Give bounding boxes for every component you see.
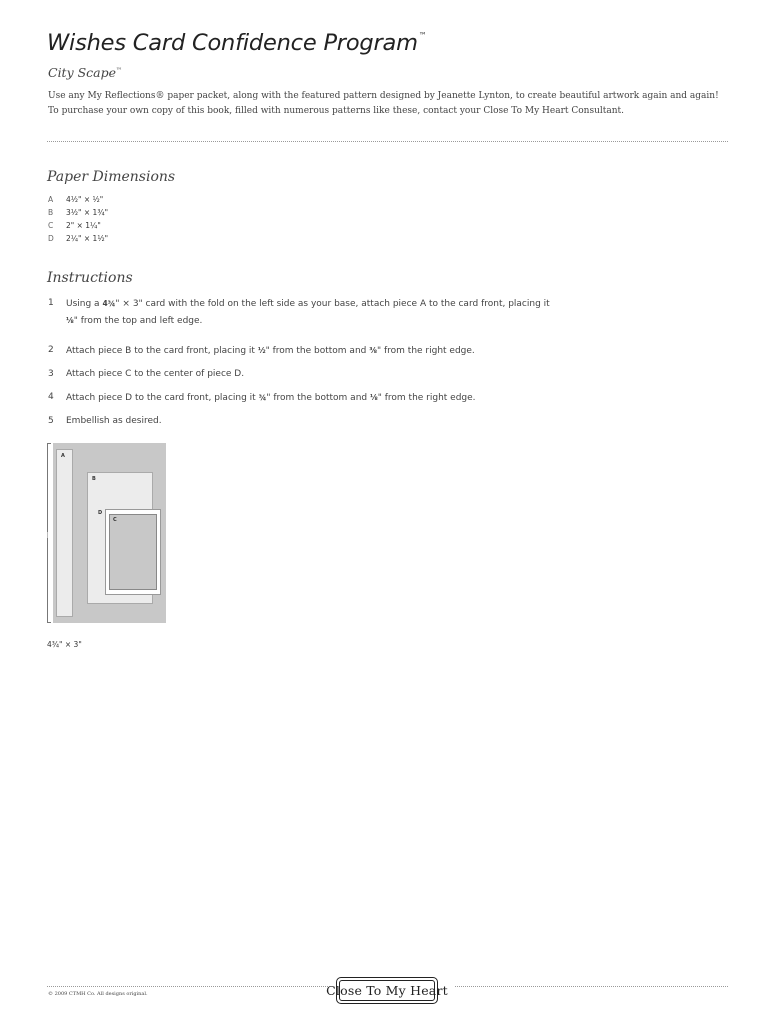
pattern-trademark-mark: ™	[116, 67, 123, 74]
intro-text	[48, 89, 719, 119]
card-height-bracket	[47, 443, 51, 623]
instruction-step	[48, 390, 556, 414]
piece-b-label: B	[92, 476, 96, 482]
copyright-notice: © 2009 CTMH Co. All designs original.	[48, 991, 148, 997]
step-text-run: " × 3" card with the fold on the left side as your base, attach piece A to the card front, placing it	[115, 299, 550, 309]
step-number: 3	[48, 369, 54, 379]
step-text-run: Attach piece B to the card front, placing it	[66, 346, 258, 356]
page-title	[47, 30, 427, 56]
card-front	[53, 443, 166, 623]
dimension-value: 2" × 1¼"	[66, 221, 101, 230]
step-text-run: " from the bottom and	[266, 393, 370, 403]
instruction-step	[48, 367, 556, 390]
page-title-text: Wishes Card Confidence Program	[47, 30, 418, 56]
dimension-row	[48, 206, 108, 219]
intro-line: Use any My Reflections® paper packet, along with the featured pattern designed by Jeanette Lynton, to create beautiful artwork again and again!	[48, 91, 719, 101]
piece-a-label: A	[61, 453, 65, 459]
bracket-tick	[47, 532, 51, 538]
instruction-step	[48, 414, 556, 434]
step-text	[66, 367, 556, 383]
piece-d	[98, 509, 161, 595]
dimension-value: 3½" × 1¾"	[66, 208, 109, 217]
dimension-letter: A	[48, 195, 54, 204]
step-text-run: Attach piece D to the card front, placing it	[66, 393, 259, 403]
paper-dimensions-heading: Paper Dimensions	[47, 169, 176, 185]
step-text-run: " from the bottom and	[265, 346, 370, 356]
step-fraction: ⅛	[66, 315, 74, 325]
close-to-my-heart-logo	[326, 977, 448, 1004]
step-text	[66, 390, 556, 407]
step-text-run: Using a	[66, 299, 103, 309]
dimension-letter: B	[48, 208, 54, 217]
step-text	[66, 296, 556, 329]
step-text	[66, 414, 556, 430]
dimension-letter: C	[48, 221, 54, 230]
dimension-value: 2¼" × 1½"	[66, 234, 109, 243]
dimension-letter: D	[48, 234, 54, 243]
instructions-heading: Instructions	[47, 270, 133, 286]
piece-d-label: D	[98, 510, 103, 516]
step-text	[66, 343, 556, 360]
trademark-mark: ™	[418, 31, 427, 40]
step-text-run: Embellish as desired.	[66, 416, 162, 426]
dimension-value: 4½" × ½"	[66, 195, 104, 204]
piece-c-label: C	[113, 517, 117, 523]
step-text-run: Attach piece C to the center of piece D.	[66, 369, 245, 379]
step-number: 1	[48, 298, 54, 308]
instructions-list	[48, 296, 556, 434]
step-fraction: ⅛	[369, 393, 378, 402]
instruction-step	[48, 343, 556, 367]
step-fraction: ½	[257, 346, 266, 355]
step-fraction: ⅜	[369, 346, 377, 355]
step-number: 4	[48, 392, 54, 402]
section-divider	[47, 141, 728, 142]
logo-text: Close To My Heart	[326, 983, 448, 998]
intro-line: To purchase your own copy of this book, filled with numerous patterns like these, contact your Close To My Heart Consultant.	[48, 106, 625, 116]
step-fraction: ¾	[258, 393, 267, 402]
step-number: 2	[48, 345, 54, 355]
card-layout-diagram	[47, 443, 166, 623]
step-fraction: 4¾	[102, 299, 116, 308]
piece-a	[56, 449, 73, 617]
card-size-label: 4¾" × 3"	[47, 640, 82, 649]
step-number: 5	[48, 416, 54, 426]
dimension-row	[48, 232, 108, 245]
step-text-run: " from the right edge.	[377, 393, 476, 403]
instruction-step	[48, 296, 556, 343]
dimension-row	[48, 219, 108, 232]
logo-border	[339, 980, 435, 1001]
footer-rule-left	[47, 986, 328, 987]
pattern-name	[48, 65, 122, 80]
step-text-run: " from the top and left edge.	[73, 315, 203, 326]
paper-dimensions-list	[48, 193, 108, 245]
footer-rule-right	[455, 986, 728, 987]
pattern-name-text: City Scape	[48, 65, 117, 80]
step-text-run: " from the right edge.	[376, 346, 475, 356]
dimension-row	[48, 193, 108, 206]
piece-c	[109, 514, 157, 590]
